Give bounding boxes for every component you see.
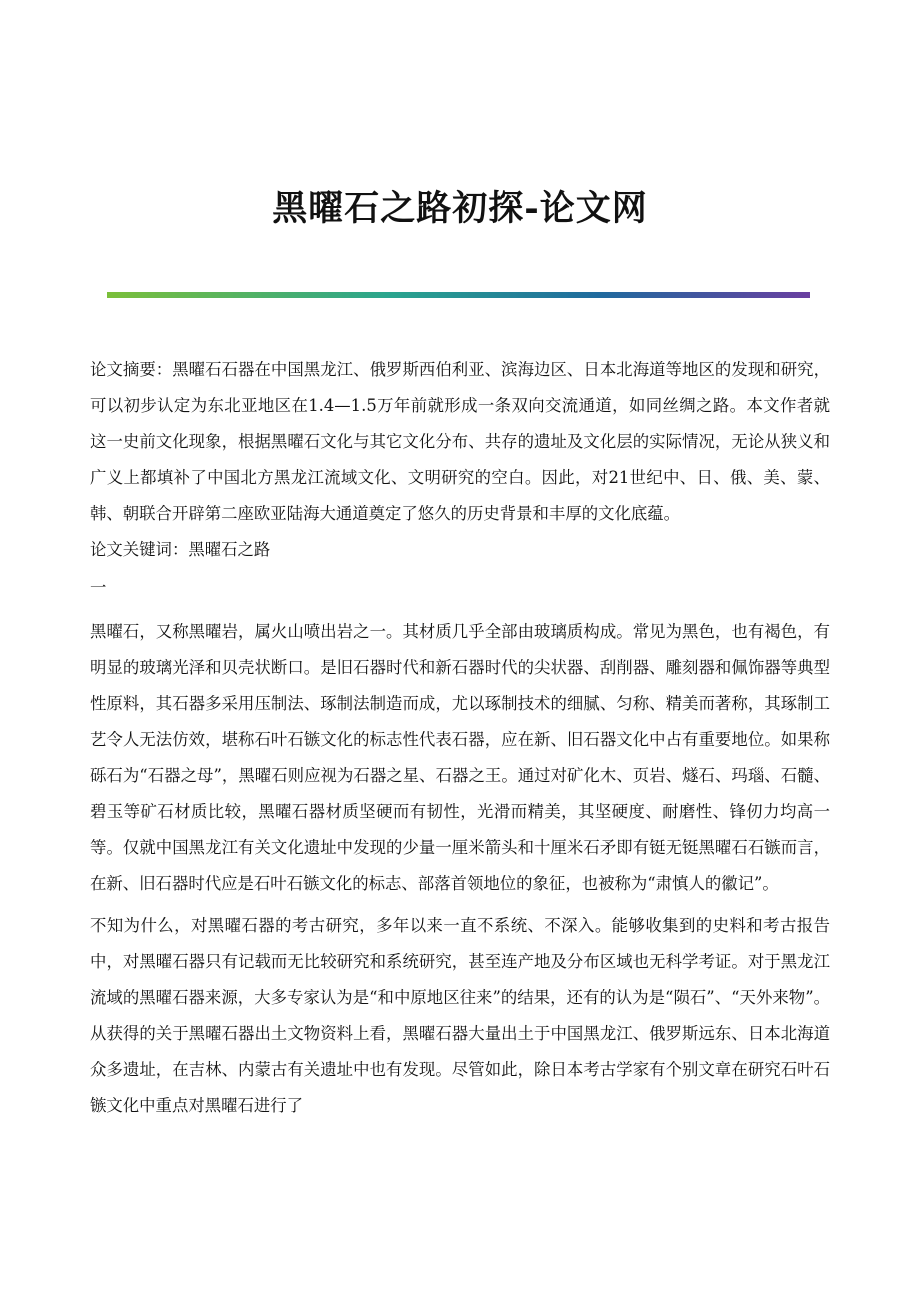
document-title: 黑曜石之路初探-论文网 — [272, 188, 648, 229]
title-divider — [107, 292, 810, 298]
body-paragraph-2: 不知为什么，对黑曜石器的考古研究，多年以来一直不系统、不深入。能够收集到的史料和考古报告中，对黑曜石器只有记载而无比较研究和系统研究，甚至连产地及分布区域也无科学考证。对于黑龙江流域的黑曜石器来源，大多专家认为是“和中原地区往来”的结果，还有的认为是“陨石”、“天外来物”。从获得的关于黑曜石器出土文物资料上看，黑曜石器大量出土于中国黑龙江、俄罗斯远东、日本北海道众多遗址，在吉林、内蒙古有关遗址中也有发现。尽管如此，除日本考古学家有个别文章在研究石叶石镞文化中重点对黑曜石进行了 — [90, 916, 830, 1115]
abstract-paragraph: 论文摘要：黑曜石石器在中国黑龙江、俄罗斯西伯利亚、滨海边区、日本北海道等地区的发现和研究，可以初步认定为东北亚地区在1.4—1.5万年前就形成一条双向交流通道，如同丝绸之路。本文作者就这一史前文化现象，根据黑曜石文化与其它文化分布、共存的遗址及文化层的实际情况，无论从狭义和广义上都填补了中国北方黑龙江流域文化、文明研究的空白。因此，对21世纪中、日、俄、美、蒙、韩、朝联合开辟第二座欧亚陆海大通道奠定了悠久的历史背景和丰厚的文化底蕴。 — [90, 360, 830, 523]
body-paragraph-1: 黑曜石，又称黑曜岩，属火山喷出岩之一。其材质几乎全部由玻璃质构成。常见为黑色，也有褐色，有明显的玻璃光泽和贝壳状断口。是旧石器时代和新石器时代的尖状器、刮削器、雕刻器和佩饰器等典型性原料，其石器多采用压制法、琢制法制造而成，尤以琢制技术的细腻、匀称、精美而著称，其琢制工艺令人无法仿效，堪称石叶石镞文化的标志性代表石器，应在新、旧石器文化中占有重要地位。如果称砾石为“石器之母”，黑曜石则应视为石器之星、石器之王。通过对矿化木、页岩、燧石、玛瑙、石髓、碧玉等矿石材质比较，黑曜石器材质坚硬而有韧性，光滑而精美，其坚硬度、耐磨性、锋仞力均高一等。仅就中国黑龙江有关文化遗址中发现的少量一厘米箭头和十厘米石矛即有铤无铤黑曜石石镞而言，在新、旧石器时代应是石叶石镞文化的标志、部落首领地位的象征，也被称为“肃慎人的徽记”。 — [90, 622, 830, 893]
section-heading: 一 — [90, 578, 107, 597]
document-body — [90, 352, 830, 1124]
keywords-line: 论文关键词：黑曜石之路 — [90, 540, 271, 559]
